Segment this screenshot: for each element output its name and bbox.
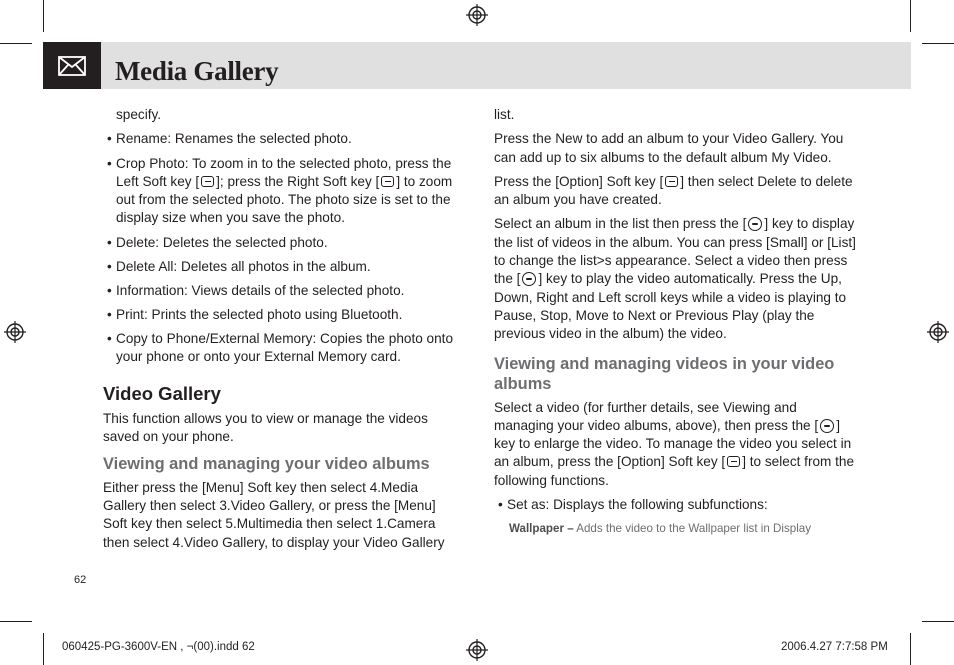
paragraph-select-video [494, 399, 856, 490]
ok-key-icon [522, 272, 536, 286]
bullet-crop-photo [103, 155, 463, 228]
crop-mark [0, 621, 32, 622]
right-soft-key-icon [381, 176, 394, 187]
paragraph-new-album: Press the New to add an album to your Video Gallery. You can add up to six albums to the default album My Video. [494, 131, 844, 165]
ok-key-icon [820, 419, 834, 433]
crop-mark [43, 633, 44, 665]
bullet-set-as: • Set as: Displays the following subfunctions: [494, 496, 856, 514]
option-soft-key-icon [665, 176, 678, 187]
delete-text-1: Press the [Option] Soft key [ [494, 173, 664, 189]
continuation-text: list. [494, 107, 515, 122]
select-text-1: Select an album in the list then press the [ [494, 216, 747, 232]
subsection-text: Either press the [Menu] Soft key then select 4.Media Gallery then select 3.Video Gallery, or press the [Menu] Soft key then select 5.Multimedia then select 1.Camera then select 4.Video Gallery, to display your Video Gallery [103, 479, 445, 550]
footer-timestamp: 2006.4.27 7:7:58 PM [781, 641, 888, 653]
left-soft-key-icon [201, 176, 214, 187]
ok-key-icon [748, 217, 762, 231]
left-column [103, 106, 463, 552]
subsection-title: Viewing and managing your video albums [103, 455, 430, 474]
page-title: Media Gallery [115, 56, 279, 86]
option-soft-key-icon [727, 456, 740, 467]
bullet-print: • Print: Prints the selected photo using Bluetooth. [103, 306, 463, 324]
bullet-information: • Information: Views details of the selected photo. [103, 282, 463, 300]
video-text-2: ] key to enlarge the video. To manage the video you select in an album, press the [Option] Soft key [ [494, 417, 852, 470]
crop-mark [910, 0, 911, 32]
bullet-copy: • Copy to Phone/External Memory: Copies the photo onto your phone or onto your External Memory card. [103, 330, 463, 367]
envelope-icon [58, 56, 86, 76]
paragraph-delete-album [494, 173, 856, 210]
crop-mark [43, 0, 44, 32]
page-number: 62 [74, 574, 87, 586]
crop-mark [922, 621, 954, 622]
crop-mark [0, 43, 32, 44]
delete-text-2: ] then select Delete to delete an album you have created. [494, 173, 853, 208]
bullet-delete-all: • Delete All: Deletes all photos in the album. [103, 258, 463, 276]
wallpaper-subfunction [494, 520, 856, 538]
crop-text-2: ]; press the Right Soft key [ [216, 173, 380, 189]
paragraph-select-album [494, 215, 856, 343]
registration-mark-icon [927, 321, 949, 343]
registration-mark-icon [466, 4, 488, 26]
subsection-title: Viewing and managing videos in your video albums [494, 354, 835, 394]
section-title: Video Gallery [103, 382, 221, 404]
registration-mark-icon [4, 321, 26, 343]
continuation-text: specify. [116, 107, 162, 122]
video-text-1: Select a video (for further details, see Viewing and managing your video albums, above), then press the [ [494, 399, 819, 433]
crop-text-3: ] to zoom out from the selected photo. The photo size is set to the display size when you save the photo. [116, 173, 453, 226]
header-icon-box [43, 42, 101, 89]
crop-mark [910, 633, 911, 665]
bullet-delete: • Delete: Deletes the selected photo. [103, 234, 463, 252]
video-text-3: ] to select from the following functions. [494, 454, 855, 488]
bullet-rename: • Rename: Renames the selected photo. [103, 130, 463, 148]
wallpaper-label: Wallpaper – [509, 522, 574, 536]
wallpaper-text: Adds the video to the Wallpaper list in Display [573, 522, 812, 536]
registration-mark-icon [466, 639, 488, 661]
right-column [494, 106, 856, 539]
crop-mark [922, 43, 954, 44]
select-text-2: ] key to display the list of videos in the album. You can press [Small] or [List] to change the list>s appearance. Select a video then press the [ [494, 216, 856, 287]
crop-text-1: Crop Photo: To zoom in to the selected photo, press the Left Soft key [ [116, 155, 452, 189]
select-text-3: ] key to play the video automatically. Press the Up, Down, Right and Left scroll keys while a video is playing to Pause, Stop, Move to Next or Previous Play (play the previous video in the album) the video. [494, 271, 847, 342]
section-intro: This function allows you to view or manage the videos saved on your phone. [103, 410, 428, 444]
footer-filename: 060425-PG-3600V-EN , ¬(00).indd 62 [62, 641, 255, 653]
